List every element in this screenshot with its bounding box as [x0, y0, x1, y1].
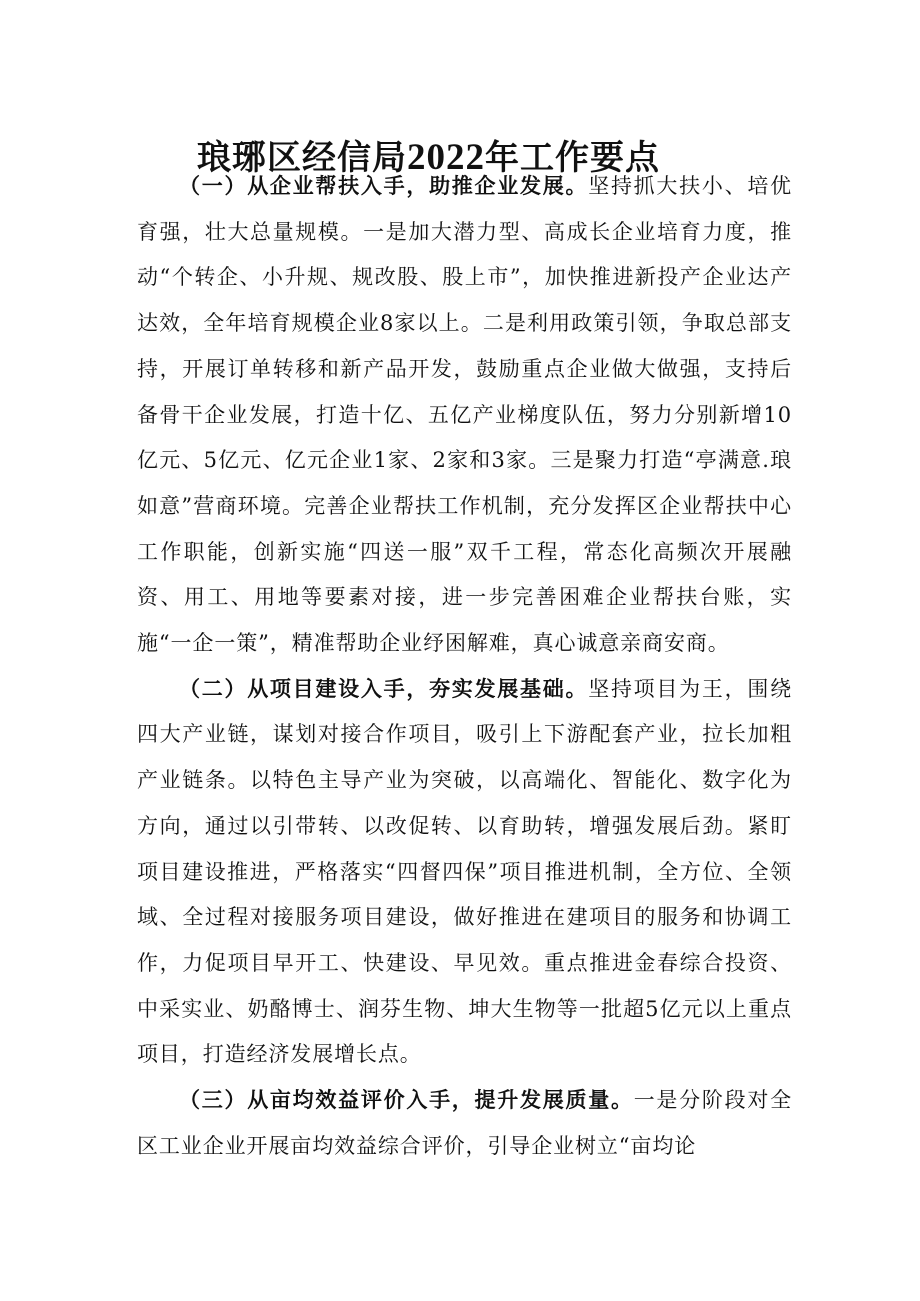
title-year: 2022 — [407, 136, 485, 178]
paragraph-3-text: 一是分阶段对全区工业企业开展亩均效益综合评价，引导企业树立“亩均论 — [137, 1088, 792, 1158]
paragraph-3-heading: （三）从亩均效益评价入手，提升发展质量。 — [179, 1088, 634, 1113]
paragraph-1-heading: （一）从企业帮扶入手，助推企业发展。 — [179, 174, 589, 198]
document-body — [137, 164, 792, 1169]
paragraph-2-text: 坚持项目为王，围绕四大产业链，谋划对接合作项目，吸引上下游配套产业，拉长加粗产业链条。以特色主导产业为突破，以高端化、智能化、数字化为方向，通过以引带转、以改促转、以育助转，增强发展后劲。紧盯项目建设推进，严格落实“四督四保”项目推进机制，全方位、全领域、全过程对接服务项目建设，做好推进在建项目的服务和协调工作，力促项目早开工、快建设、早见效。重点推进金春综合投资、中采实业、奶酪博士、润芬生物、坤大生物等一批超5亿元以上重点项目，打造经济发展增长点。 — [137, 676, 792, 1067]
paragraph-1 — [137, 164, 792, 667]
paragraph-2 — [137, 667, 792, 1078]
title-suffix: 年工作要点 — [485, 137, 660, 178]
title-prefix: 琅琊区经信局 — [197, 137, 407, 178]
paragraph-3 — [137, 1078, 792, 1169]
paragraph-2-heading: （二）从项目建设入手，夯实发展基础。 — [179, 676, 589, 701]
paragraph-1-text: 坚持抓大扶小、培优育强，壮大总量规模。一是加大潜力型、高成长企业培育力度，推动“个转企、小升规、规改股、股上市”，加快推进新投产企业达产达效，全年培育规模企业8家以上。二是利用政策引领，争取总部支持，开展订单转移和新产品开发，鼓励重点企业做大做强，支持后备骨干企业发展，打造十亿、五亿产业梯度队伍，努力分别新增10亿元、5亿元、亿元企业1家、2家和3家。三是聚力打造“亭满意.琅如意”营商环境。完善企业帮扶工作机制，充分发挥区企业帮扶中心工作职能，创新实施“四送一服”双千工程，常态化高频次开展融资、用工、用地等要素对接，进一步完善困难企业帮扶台账，实施“一企一策”，精准帮助企业纾困解难，真心诚意亲商安商。 — [137, 174, 792, 656]
